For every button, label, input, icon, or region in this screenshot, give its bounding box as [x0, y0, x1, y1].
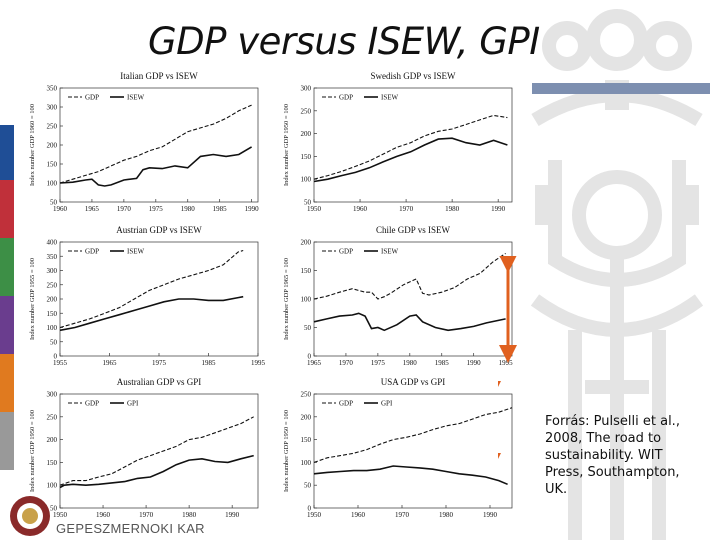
legend-label: GDP [339, 399, 354, 408]
x-tick-label: 1995 [251, 359, 265, 367]
y-tick-label: 150 [46, 160, 57, 169]
legend-label: GDP [339, 247, 354, 256]
series-line-gdp [60, 105, 252, 183]
legend-label: GDP [339, 93, 354, 102]
y-tick-label: 300 [46, 390, 57, 399]
chart-sweden [280, 68, 520, 218]
y-tick-label: 50 [50, 338, 57, 347]
y-tick-label: 200 [46, 436, 57, 445]
y-tick-label: 50 [50, 198, 57, 207]
x-tick-label: 1955 [53, 359, 67, 367]
y-tick-label: 300 [46, 267, 57, 275]
stripe-red [0, 180, 14, 238]
y-tick-label: 100 [46, 179, 57, 188]
y-tick-label: 150 [300, 267, 311, 275]
x-tick-label: 1965 [84, 205, 99, 213]
left-color-stripes [0, 125, 14, 470]
chart-title: USA GDP vs GPI [380, 377, 446, 387]
chart-italy [26, 68, 266, 218]
x-tick-label: 1980 [180, 205, 195, 213]
x-tick-label: 1960 [96, 511, 111, 519]
chart-svg [26, 68, 266, 218]
chart-australia [26, 374, 266, 524]
x-tick-label: 1950 [307, 511, 321, 519]
series-line-isew [60, 147, 252, 186]
stripe-orange [0, 354, 14, 412]
x-tick-label: 1970 [395, 511, 409, 519]
stripe-green [0, 238, 14, 296]
x-tick-label: 1975 [152, 359, 166, 367]
x-tick-label: 1985 [212, 205, 227, 213]
legend-label: ISEW [381, 247, 399, 256]
chart-svg [280, 374, 520, 524]
y-tick-label: 100 [300, 458, 311, 467]
series-line-isew [314, 138, 507, 181]
y-tick-label: 300 [300, 84, 311, 93]
gap-arrows [498, 256, 518, 516]
chart-title: Austrian GDP vs ISEW [116, 225, 202, 235]
legend-label: GPI [381, 399, 393, 408]
y-tick-label: 0 [53, 352, 57, 361]
series-line-gdp [314, 408, 512, 463]
legend-label: GDP [85, 247, 100, 256]
chart-title: Australian GDP vs GPI [116, 377, 202, 387]
chart-svg [26, 374, 266, 524]
y-tick-label: 150 [46, 458, 57, 467]
x-tick-label: 1980 [445, 205, 460, 213]
y-tick-label: 200 [300, 130, 311, 139]
y-tick-label: 400 [46, 238, 57, 247]
series-line-gdp [60, 251, 243, 328]
title-accent-bar [532, 83, 710, 94]
chart-svg [280, 222, 520, 372]
chart-ylabel: Index number GDP 1950 = 100 [29, 410, 36, 492]
x-tick-label: 1965 [102, 359, 117, 367]
y-tick-label: 50 [50, 504, 57, 513]
plot-frame [60, 394, 258, 508]
x-tick-label: 1975 [148, 205, 163, 213]
series-line-gdp [314, 253, 506, 299]
x-tick-label: 1990 [483, 511, 497, 519]
y-tick-label: 250 [46, 413, 57, 422]
x-tick-label: 1995 [498, 359, 513, 367]
y-tick-label: 250 [300, 390, 311, 399]
series-line-gdp [314, 115, 507, 179]
x-tick-label: 1970 [399, 205, 414, 213]
x-tick-label: 1960 [353, 205, 368, 213]
chart-title: Italian GDP vs ISEW [120, 71, 198, 81]
legend-label: ISEW [127, 93, 145, 102]
stripe-gray [0, 412, 14, 470]
x-tick-label: 1980 [402, 359, 417, 367]
stripe-purple [0, 296, 14, 354]
y-tick-label: 150 [300, 436, 311, 445]
x-tick-label: 1990 [244, 205, 259, 213]
faculty-logo [8, 494, 52, 538]
y-tick-label: 0 [307, 352, 311, 361]
y-tick-label: 100 [300, 295, 311, 304]
y-tick-label: 200 [46, 295, 57, 304]
slide-title: GDP versus ISEW, GPI [148, 20, 540, 63]
x-tick-label: 1980 [182, 511, 197, 519]
chart-title: Swedish GDP vs ISEW [370, 71, 456, 81]
x-tick-label: 1975 [370, 359, 385, 367]
y-tick-label: 150 [300, 152, 311, 161]
chart-ylabel: Index number GDP 1965 = 100 [283, 258, 290, 340]
y-tick-label: 250 [46, 281, 57, 290]
x-tick-label: 1970 [139, 511, 154, 519]
y-tick-label: 350 [46, 84, 57, 93]
y-tick-label: 50 [304, 198, 311, 207]
series-line-isew [314, 313, 506, 330]
y-tick-label: 150 [46, 309, 57, 318]
x-tick-label: 1965 [307, 359, 321, 367]
y-tick-label: 50 [304, 324, 311, 332]
x-tick-label: 1980 [439, 511, 453, 519]
chart-svg [280, 68, 520, 218]
x-tick-label: 1960 [351, 511, 365, 519]
chart-ylabel: Index number GDP 1960 = 100 [29, 104, 36, 186]
legend-label: ISEW [127, 247, 145, 256]
legend-label: GDP [85, 399, 100, 408]
legend-label: GPI [127, 399, 139, 408]
x-tick-label: 1990 [466, 359, 481, 367]
chart-chile [280, 222, 520, 372]
chart-title: Chile GDP vs ISEW [376, 225, 450, 235]
chart-usa [280, 374, 520, 524]
chart-ylabel: Index number GDP 1950 = 100 [283, 104, 290, 186]
x-tick-label: 1985 [201, 359, 216, 367]
series-line-gpi [60, 456, 254, 488]
series-line-isew [60, 297, 243, 331]
plot-frame [60, 88, 258, 202]
plot-frame [314, 242, 512, 356]
stripe-blue [0, 125, 14, 180]
y-tick-label: 250 [46, 122, 57, 131]
x-tick-label: 1950 [307, 205, 321, 213]
x-tick-label: 1970 [338, 359, 353, 367]
y-tick-label: 250 [300, 107, 311, 116]
y-tick-label: 200 [300, 238, 311, 247]
x-tick-label: 1950 [53, 511, 67, 519]
x-tick-label: 1970 [116, 205, 131, 213]
y-tick-label: 200 [46, 141, 57, 150]
plot-frame [314, 394, 512, 508]
y-tick-label: 300 [46, 103, 57, 112]
y-tick-label: 0 [307, 504, 311, 513]
x-tick-label: 1960 [53, 205, 67, 213]
x-tick-label: 1990 [491, 205, 506, 213]
x-tick-label: 1990 [225, 511, 240, 519]
chart-ylabel: Index number GDP 1955 = 100 [29, 258, 36, 340]
source-caption: Forrás: Pulselli et al., 2008, The road to sustainability. WIT Press, Southampton, UK. [545, 414, 680, 497]
y-tick-label: 50 [304, 481, 311, 490]
chart-ylabel: Index number GDP 1950 = 100 [283, 410, 290, 492]
x-tick-label: 1985 [434, 359, 449, 367]
legend-label: GDP [85, 93, 100, 102]
chart-svg [26, 222, 266, 372]
legend-label: ISEW [381, 93, 399, 102]
y-tick-label: 200 [300, 413, 311, 422]
series-line-gpi [314, 466, 508, 484]
y-tick-label: 350 [46, 252, 57, 261]
y-tick-label: 100 [300, 175, 311, 184]
footer-faculty-name: GEPESZMERNOKI KAR [56, 521, 205, 536]
chart-austria [26, 222, 266, 372]
y-tick-label: 100 [46, 324, 57, 332]
y-tick-label: 100 [46, 481, 57, 490]
